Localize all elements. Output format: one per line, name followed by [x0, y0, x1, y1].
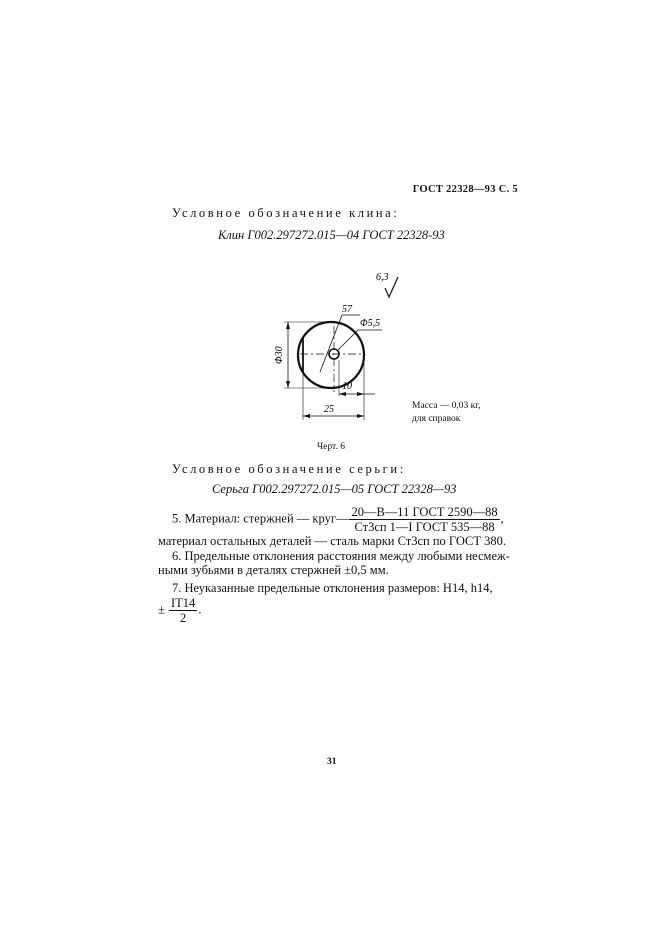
item-7-tolerance [158, 596, 201, 625]
wedge-heading: Условное обозначение клина: [172, 206, 400, 220]
dim-hole-label: Φ5,5 [360, 318, 381, 329]
tolerance-denominator: 2 [180, 611, 187, 625]
mass-note-reference: для справок [412, 414, 461, 424]
item-5-material [172, 505, 504, 534]
figure-caption: Черт. 6 [317, 442, 345, 452]
material-numerator: 20—В—11 ГОСТ 2590—88 [351, 505, 498, 519]
dim-diameter-label: Φ30 [274, 346, 285, 364]
page-number: 31 [327, 757, 337, 767]
item-7-pm: ± [158, 602, 165, 617]
item-6-line-1: 6. Предельные отклонения расстояния между любыми несмеж- [172, 549, 510, 563]
item-5-prefix: 5. Материал: стержней — круг— [172, 511, 349, 526]
dim-57-label: 57 [342, 304, 352, 315]
material-fraction [349, 505, 499, 534]
part-drawing [260, 268, 510, 443]
earring-heading: Условное обозначение серьги: [172, 462, 406, 476]
item-7-line-1: 7. Неуказанные предельные отклонения размеров: Н14, h14, [172, 581, 493, 595]
part-outline [298, 322, 364, 388]
dim-25-label: 25 [324, 404, 334, 415]
item-5-line-2: материал остальных деталей — сталь марки Ст3сп по ГОСТ 380. [158, 534, 506, 548]
mass-note: Масса — 0,03 кг, [412, 401, 481, 411]
tolerance-fraction [169, 596, 197, 625]
dim-10-label: 10 [342, 381, 352, 392]
item-5-suffix: , [500, 511, 504, 526]
material-denominator: Ст3сп 1—I ГОСТ 535—88 [354, 520, 495, 534]
page-header: ГОСТ 22328—93 С. 5 [412, 184, 518, 195]
earring-designation: Серьга Г002.297272.015—05 ГОСТ 22328—93 [212, 482, 457, 496]
tolerance-numerator: IT14 [171, 596, 196, 610]
item-7-end: . [198, 602, 202, 617]
wedge-designation: Клин Г002.297272.015—04 ГОСТ 22328-93 [218, 228, 445, 242]
item-6-line-2: ными зубьями в деталях стержней ±0,5 мм. [158, 563, 389, 577]
leader-hole [338, 330, 358, 350]
roughness-value: 6,3 [376, 272, 389, 283]
